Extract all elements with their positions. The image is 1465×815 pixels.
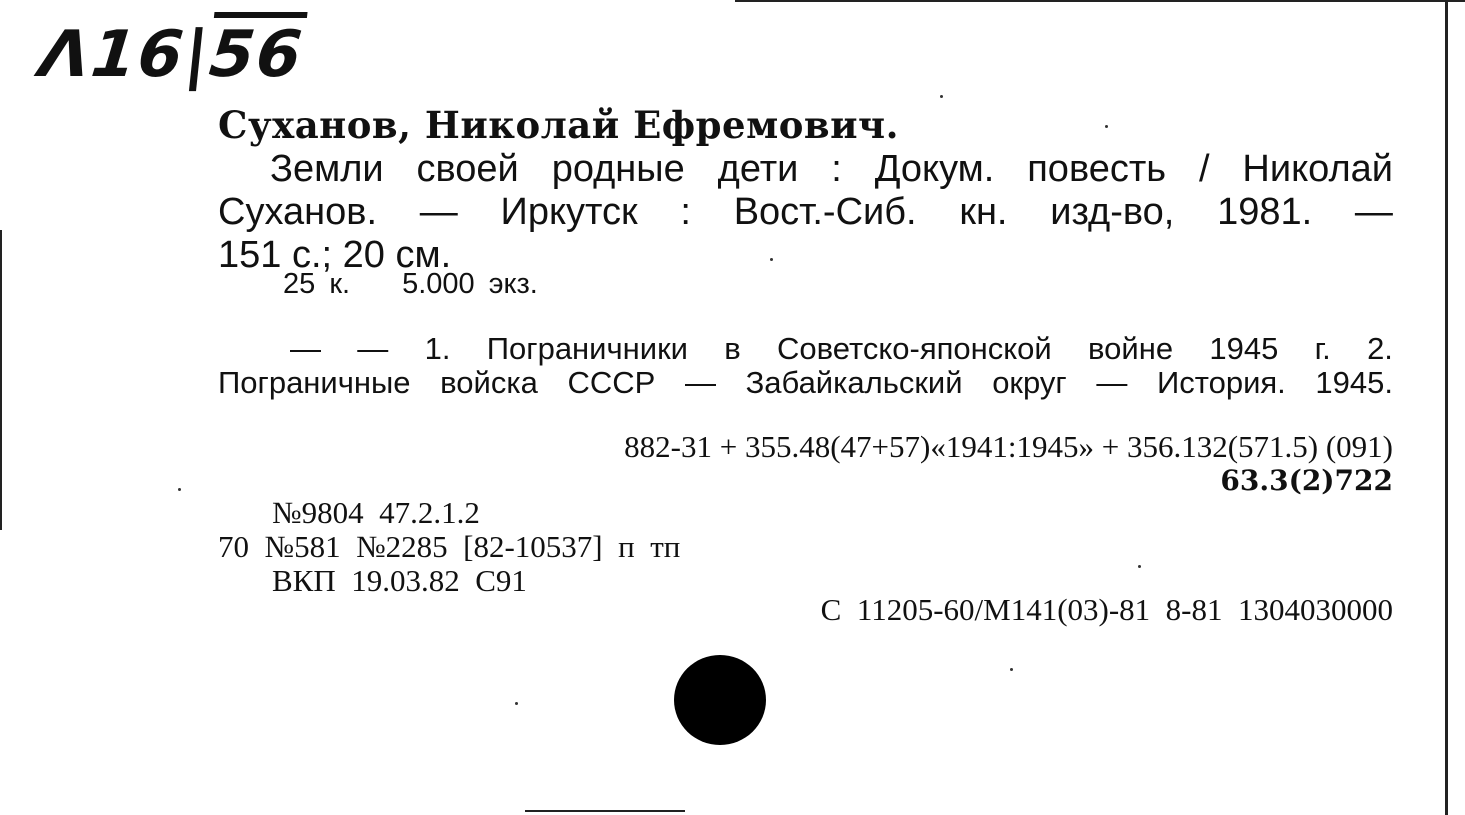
- word: Вост.-Сиб.: [733, 191, 917, 233]
- word: 1945.: [1315, 365, 1393, 400]
- card-top-edge: [735, 0, 1465, 2]
- scan-speck: [515, 702, 518, 705]
- word: г.: [1314, 331, 1331, 366]
- word: войне: [1088, 331, 1174, 366]
- word: дети: [717, 148, 799, 190]
- record-numbers: [218, 496, 680, 598]
- punch-hole: [674, 655, 766, 745]
- classification-index: 882-31 + 355.48(47+57)«1941:1945» + 356.132(571.5) (091): [624, 429, 1393, 464]
- subject-line: [218, 366, 1393, 400]
- word: :: [831, 148, 842, 190]
- price-line: [283, 268, 538, 301]
- word: округ: [992, 365, 1067, 400]
- word: кн.: [959, 191, 1008, 233]
- classification-bold-index: 63.3(2)722: [1220, 464, 1393, 497]
- word: 1981.: [1217, 191, 1313, 233]
- card-bottom-edge: [525, 810, 685, 812]
- word: родные: [551, 148, 685, 190]
- scan-speck: [178, 488, 181, 491]
- author-heading: Суханов, Николай Ефремович.: [218, 103, 899, 147]
- word: —: [1354, 191, 1393, 233]
- word: 2.: [1367, 331, 1393, 366]
- scan-speck: [940, 95, 943, 98]
- extent-line: 151 с.; 20 см.: [218, 234, 452, 276]
- scan-speck: [1010, 668, 1013, 671]
- handwritten-number-separator: |: [180, 18, 214, 92]
- record-number-line: 70 №581 №2285 [82-10537] п тп: [218, 529, 681, 564]
- word: —: [684, 365, 716, 400]
- subject-headings: [218, 332, 1393, 400]
- word: Советско-японской: [777, 331, 1052, 366]
- word: 1945: [1209, 331, 1279, 366]
- scan-speck: [770, 258, 773, 261]
- title-line: [218, 148, 1393, 191]
- word: изд-во,: [1050, 191, 1175, 233]
- card-right-edge: [1445, 0, 1448, 815]
- word: Докум.: [874, 148, 995, 190]
- word: СССР: [567, 365, 656, 400]
- word: 1.: [424, 331, 451, 366]
- copies: 5.000 экз.: [402, 268, 538, 300]
- word: своей: [416, 148, 519, 190]
- word: —: [1096, 365, 1128, 400]
- word: Пограничники: [486, 331, 688, 366]
- handwritten-number-part2: 56: [206, 18, 307, 92]
- word: /: [1198, 148, 1210, 190]
- catalog-code: С 11205-60/М141(03)-81 8-81 1304030000: [820, 592, 1393, 627]
- word: История.: [1156, 365, 1286, 400]
- word: Пограничные: [218, 365, 411, 400]
- word: :: [680, 191, 691, 233]
- word: войска: [440, 365, 538, 400]
- word: повесть: [1027, 148, 1167, 190]
- title-statement: [218, 148, 1393, 277]
- subject-line: [218, 332, 1393, 366]
- word: Забайкальский: [745, 365, 963, 400]
- scan-speck: [1105, 125, 1108, 128]
- card-left-edge: [0, 230, 2, 530]
- record-number-line: ВКП 19.03.82 С91: [272, 563, 527, 598]
- word: в: [724, 331, 741, 366]
- word: Суханов.: [218, 191, 378, 233]
- word: Иркутск: [500, 191, 638, 233]
- word: —: [290, 331, 321, 366]
- handwritten-number-part1: Λ16: [36, 18, 189, 92]
- word: Николай: [1242, 148, 1393, 190]
- handwritten-shelf-number: [36, 18, 307, 92]
- word: Земли: [270, 148, 384, 190]
- record-number-line: №9804 47.2.1.2: [272, 495, 480, 530]
- word: —: [357, 331, 389, 366]
- classification-block: [624, 430, 1393, 498]
- title-line: [218, 191, 1393, 234]
- scan-speck: [1138, 565, 1141, 568]
- price: 25 к.: [283, 268, 351, 300]
- word: —: [419, 191, 458, 233]
